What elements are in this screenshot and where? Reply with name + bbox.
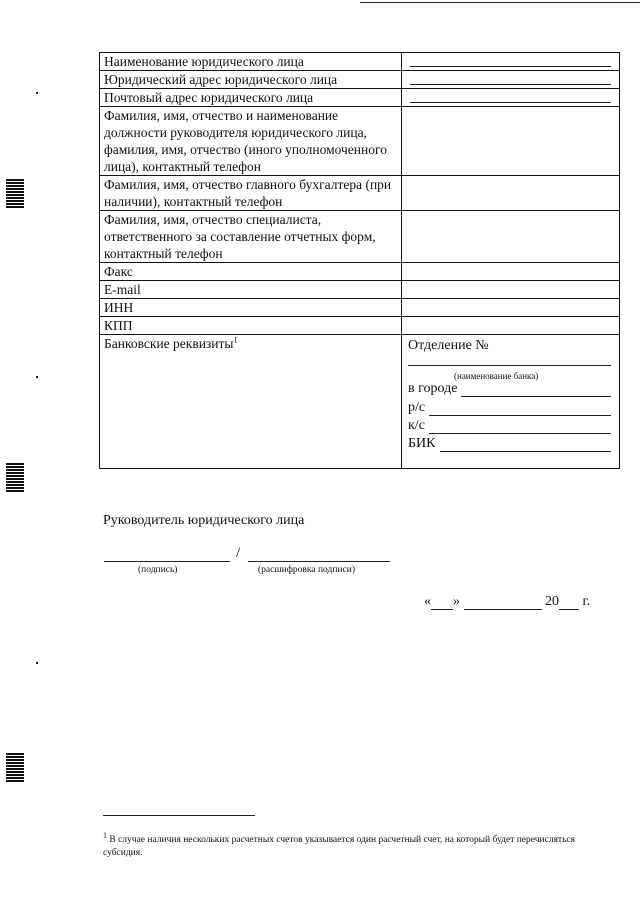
signature-decode-caption: (расшифровка подписи)	[258, 565, 355, 575]
date-quote-close: »	[453, 594, 460, 609]
signature-decode-field[interactable]	[248, 561, 390, 562]
row-label-org-name: Наименование юридического лица	[100, 53, 402, 71]
value-cell-fax[interactable]	[402, 263, 620, 281]
value-cell-director[interactable]	[402, 107, 620, 176]
row-label-postal-address: Почтовый адрес юридического лица	[100, 89, 402, 107]
binder-hole-mark	[6, 178, 24, 218]
bik-field[interactable]	[408, 435, 611, 452]
table-row	[100, 281, 620, 299]
signature-field[interactable]	[104, 561, 230, 562]
department-label: Отделение №	[408, 338, 489, 353]
table-row	[100, 335, 620, 469]
table-row	[100, 71, 620, 89]
value-cell-kpp[interactable]	[402, 317, 620, 335]
footnote-mark: 1	[233, 335, 238, 345]
table-row	[100, 89, 620, 107]
row-label-bank-details	[100, 335, 402, 469]
organization-details-table	[99, 52, 620, 469]
footnote	[103, 830, 603, 860]
account-field[interactable]	[408, 399, 611, 416]
binder-hole-mark	[6, 752, 24, 792]
signature-caption: (подпись)	[138, 565, 178, 575]
value-cell-legal-address[interactable]	[402, 71, 620, 89]
scan-speck	[36, 376, 38, 378]
footnote-rule	[103, 815, 255, 816]
corr-account-label: к/с	[408, 418, 425, 433]
bank-details-block	[402, 335, 619, 468]
row-label-inn: ИНН	[100, 299, 402, 317]
date-field[interactable]	[424, 594, 590, 610]
row-label-director: Фамилия, имя, отчество и наименование должности руководителя юридического лица, фамилия, имя, отчество (иного уполномоченного лица), контактный телефон	[100, 107, 402, 176]
footnote-number: 1	[103, 830, 107, 840]
scan-speck	[36, 92, 38, 94]
value-cell-postal-address[interactable]	[402, 89, 620, 107]
table-row	[100, 299, 620, 317]
day-field[interactable]	[431, 597, 453, 610]
table-row	[100, 53, 620, 71]
table-row	[100, 263, 620, 281]
account-label: р/с	[408, 400, 426, 415]
corr-account-field[interactable]	[408, 417, 611, 434]
row-label-chief-accountant: Фамилия, имя, отчество главного бухгалтера (при наличии), контактный телефон	[100, 176, 402, 211]
year-field[interactable]	[559, 597, 579, 610]
value-cell-email[interactable]	[402, 281, 620, 299]
value-cell-chief-accountant[interactable]	[402, 176, 620, 211]
top-edge-rule	[360, 2, 640, 3]
table-row	[100, 176, 620, 211]
table-row	[100, 211, 620, 263]
city-label: в городе	[408, 381, 458, 396]
year-suffix: г.	[582, 594, 591, 609]
bank-details-label: Банковские реквизиты	[104, 336, 234, 351]
bank-name-field[interactable]	[408, 353, 611, 366]
signature-title: Руководитель юридического лица	[103, 513, 305, 528]
scan-speck	[36, 662, 38, 664]
footnote-text: В случае наличия нескольких расчетных счетов указывается один расчетный счет, на который будет перечисляться субсидия.	[103, 835, 576, 858]
row-label-email: E-mail	[100, 281, 402, 299]
year-prefix: 20	[545, 594, 559, 609]
row-label-fax: Факс	[100, 263, 402, 281]
table-row	[100, 107, 620, 176]
city-field[interactable]	[408, 380, 611, 397]
department-row	[408, 337, 611, 354]
month-field[interactable]	[464, 597, 542, 610]
row-label-legal-address: Юридический адрес юридического лица	[100, 71, 402, 89]
value-cell-inn[interactable]	[402, 299, 620, 317]
binder-hole-mark	[6, 462, 24, 502]
table-row	[100, 317, 620, 335]
value-cell-org-name[interactable]	[402, 53, 620, 71]
date-quote-open: «	[424, 594, 431, 609]
value-cell-bank-details	[402, 335, 620, 469]
row-label-kpp: КПП	[100, 317, 402, 335]
row-label-reporting-specialist: Фамилия, имя, отчество специалиста, ответственного за составление отчетных форм, контактный телефон	[100, 211, 402, 263]
signature-slash: /	[236, 545, 241, 561]
value-cell-reporting-specialist[interactable]	[402, 211, 620, 263]
bik-label: БИК	[408, 436, 436, 451]
bank-name-caption: (наименование банка)	[454, 371, 539, 381]
